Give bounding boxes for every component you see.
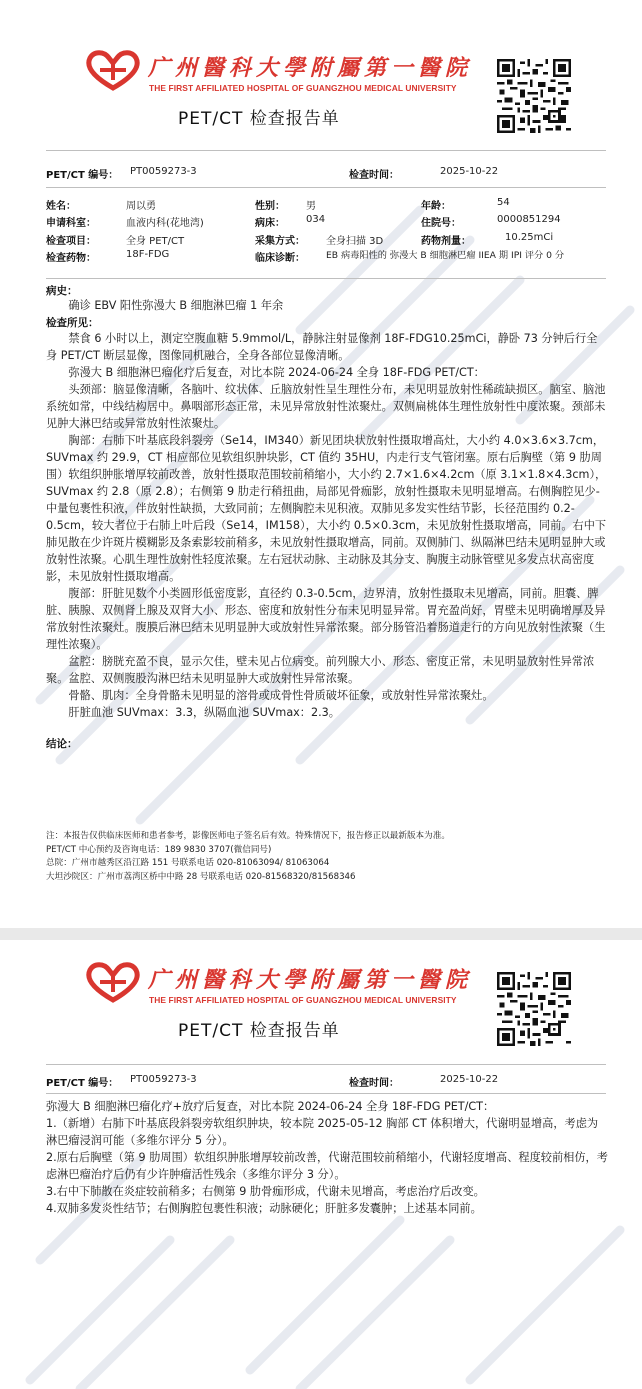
findings-paragraph: 禁食 6 小时以上，测定空腹血糖 5.9mmol/L，静脉注射显像剂 18F-FDG10.25mCi，静卧 73 分钟后行全身 PET/CT 断层显像，图像同机融合，全身各部位显像清晰。 bbox=[46, 332, 598, 362]
document-title: PET/CT 检查报告单 bbox=[178, 109, 340, 129]
sex-label: 性别： bbox=[255, 201, 285, 212]
item-value: 全身 PET/CT bbox=[126, 236, 185, 247]
item-label: 检查项目： bbox=[46, 236, 96, 247]
qr-code-icon[interactable] bbox=[497, 970, 571, 1048]
hospital-name-en: THE FIRST AFFILIATED HOSPITAL OF GUANGZHOU MEDICAL UNIVERSITY bbox=[149, 995, 457, 1005]
exam-time-value: 2025-10-22 bbox=[440, 166, 499, 177]
dose-value: 10.25mCi bbox=[505, 232, 554, 243]
findings-label: 检查所见： bbox=[46, 317, 99, 329]
pet-no-value: PT0059273-3 bbox=[130, 1074, 197, 1085]
drug-value: 18F-FDG bbox=[126, 249, 170, 260]
ward-value: 034 bbox=[306, 214, 326, 225]
dept-label: 申请科室： bbox=[46, 218, 96, 229]
footer-phone: PET/CT 中心预约及咨询电话：189 9830 3707(微信同号) bbox=[46, 844, 272, 855]
findings-paragraph: 弥漫大 B 细胞淋巴瘤化疗后复查，对比本院 2024-06-24 全身 18F-FDG PET/CT： bbox=[68, 366, 485, 379]
hospital-name-cn: 广州醫科大學附屬第一醫院 bbox=[148, 55, 473, 81]
hospital-name-en: THE FIRST AFFILIATED HOSPITAL OF GUANGZHOU MEDICAL UNIVERSITY bbox=[149, 83, 457, 93]
history-label: 病史： bbox=[46, 285, 78, 297]
findings-paragraph: 肝脏血池 SUVmax：3.3，纵隔血池 SUVmax：2.3。 bbox=[68, 706, 340, 719]
age-label: 年龄： bbox=[421, 201, 451, 212]
conclusion-item: 1.（新增）右肺下叶基底段斜裂旁软组织肿块，较本院 2025-05-12 胸部 CT 体积增大，代谢明显增高，考虑为淋巴瘤浸润可能（多维尔评分 5 分）。 bbox=[46, 1117, 599, 1147]
findings-paragraph: 头颈部：脑显像清晰，各脑叶、纹状体、丘脑放射性呈生理性分布，未见明显放射性稀疏缺损区。脑室、脑池系统如常，中线结构居中。鼻咽部形态正常，未见异常放射性浓聚灶。双侧扁桃体生理性放射性中度浓聚。颈部未见肿大淋巴结或异常放射性浓聚灶。 bbox=[46, 383, 606, 430]
findings-paragraph: 腹部：肝脏见数个小类圆形低密度影，直径约 0.3-0.5cm，边界清，放射性摄取未见增高，同前。胆囊、脾脏、胰腺、双侧肾上腺及双肾大小、形态、密度和放射性分布未见明显异常。胃充盈尚好，胃壁未见明确增厚及异常放射性浓聚灶。腹膜后淋巴结未见明显肿大或放射性异常浓聚。部分肠管沿着肠道走行的方向见放射性浓聚（生理性浓聚）。 bbox=[46, 587, 606, 651]
document-title: PET/CT 检查报告单 bbox=[178, 1021, 340, 1041]
findings-paragraph: 骨骼、肌肉：全身骨骼未见明显的溶骨或成骨性骨质破坏征象，或放射性异常浓聚灶。 bbox=[68, 689, 494, 702]
admit-value: 0000851294 bbox=[497, 214, 561, 225]
name-label: 姓名： bbox=[46, 201, 76, 212]
ward-label: 病床： bbox=[255, 218, 285, 229]
conclusion-label: 结论： bbox=[46, 738, 78, 750]
conclusion-item: 4.双肺多发炎性结节；右侧胸腔包裹性积液；动脉硬化；肝脏多发囊肿；上述基本同前。 bbox=[46, 1202, 482, 1215]
age-value: 54 bbox=[497, 197, 510, 208]
conclusion-text bbox=[46, 1098, 608, 1217]
pet-no-label: PET/CT 编号： bbox=[46, 170, 119, 181]
findings-paragraph: 盆腔：膀胱充盈不良，显示欠佳，壁未见占位病变。前列腺大小、形态、密度正常，未见明显放射性异常浓聚。盆腔、双侧腹股沟淋巴结未见明显肿大或放射性异常浓聚。 bbox=[46, 655, 595, 685]
admit-label: 住院号： bbox=[421, 218, 461, 229]
hospital-logo-icon bbox=[82, 960, 144, 1004]
hospital-name-cn: 广州醫科大學附屬第一醫院 bbox=[148, 967, 473, 993]
footer-address-main: 总院：广州市越秀区沿江路 151 号联系电话 020-81063094/ 81063064 bbox=[46, 858, 330, 868]
conclusion-item: 2.原右后胸壁（第 9 肋周围）软组织肿胀增厚较前改善，代谢范围较前稍缩小，代谢轻度增高、程度较前相仿，考虑淋巴瘤治疗后仍有少许肿瘤活性残余（多维尔评分 3 分）。 bbox=[46, 1151, 608, 1181]
qr-code-icon[interactable] bbox=[497, 57, 571, 135]
exam-time-value: 2025-10-22 bbox=[440, 1074, 499, 1085]
hospital-logo-icon bbox=[82, 48, 144, 92]
footer-note: 注：本报告仅供临床医师和患者参考，影像医师电子签名后有效。特殊情况下，报告修正以最新版本为准。 bbox=[46, 831, 450, 841]
conclusion-item: 3.右中下肺散在炎症较前稍多；右侧第 9 肋骨痂形成，代谢未见增高，考虑治疗后改变。 bbox=[46, 1185, 485, 1198]
findings-text bbox=[46, 330, 608, 721]
exam-time-label: 检查时间： bbox=[349, 170, 399, 181]
report-page-2 bbox=[0, 940, 642, 1389]
sex-value: 男 bbox=[306, 201, 316, 212]
name-value: 周以勇 bbox=[126, 201, 156, 212]
method-label: 采集方式： bbox=[255, 236, 305, 247]
method-value: 全身扫描 3D bbox=[326, 236, 384, 247]
diag-label: 临床诊断： bbox=[255, 253, 305, 264]
pet-no-label: PET/CT 编号： bbox=[46, 1078, 119, 1089]
exam-time-label: 检查时间： bbox=[349, 1078, 399, 1089]
conclusion-intro: 弥漫大 B 细胞淋巴瘤化疗+放疗后复查，对比本院 2024-06-24 全身 18F-FDG PET/CT： bbox=[46, 1100, 495, 1113]
dept-value: 血液内科(花地湾) bbox=[126, 218, 204, 229]
pet-no-value: PT0059273-3 bbox=[130, 166, 197, 177]
findings-paragraph: 胸部：右肺下叶基底段斜裂旁（Se14，IM340）新见团块状放射性摄取增高灶，大小约 4.0×3.6×3.7cm，SUVmax 约 29.9，CT 相应部位见软组织肿块影，CT 值约 35HU，内走行支气管闭塞。原右后胸壁（第 9 肋周围）软组织肿胀增厚较前改善，放射性摄取范围较前稍缩小，大小约 2.7×1.6×4.2cm（原 3.1×1.8×4.3cm），SUVmax 约 2.8（原 2.8）；右侧第 9 肋走行稍扭曲，局部见骨痂影，放射性摄取未见明显增高。右侧胸腔见少-中量包裹性积液，伴放射性缺损，大致同前；左侧胸腔未见积液。双肺见多发实性结节影，长径范围约 0.2-0.5cm，较大者位于右肺上叶后段（Se14，IM158），大小约 0.5×0.3cm，未见放射性摄取增高，同前。右中下肺见散在少许斑片模糊影及条索影较前稍多，未见放射性摄取增高，同前。双侧肺门、纵隔淋巴结未见明显肿大或放射性浓聚。心肌生理性放射性轻度浓聚。左右冠状动脉、主动脉及其分支、胸腹主动脉管壁见多发点状高密度影，未见放射性摄取增高。 bbox=[46, 434, 607, 583]
dose-label: 药物剂量： bbox=[421, 236, 471, 247]
footer-notes bbox=[46, 830, 450, 884]
drug-label: 检查药物： bbox=[46, 253, 96, 264]
history-text: 确诊 EBV 阳性弥漫大 B 细胞淋巴瘤 1 年余 bbox=[68, 299, 284, 312]
footer-address-branch: 大坦沙院区：广州市荔湾区桥中中路 28 号联系电话 020-81568320/81568346 bbox=[46, 871, 356, 882]
diag-value: EB 病毒阳性的 弥漫大 B 细胞淋巴瘤 IIEA 期 IPI 评分 0 分 bbox=[326, 250, 565, 261]
